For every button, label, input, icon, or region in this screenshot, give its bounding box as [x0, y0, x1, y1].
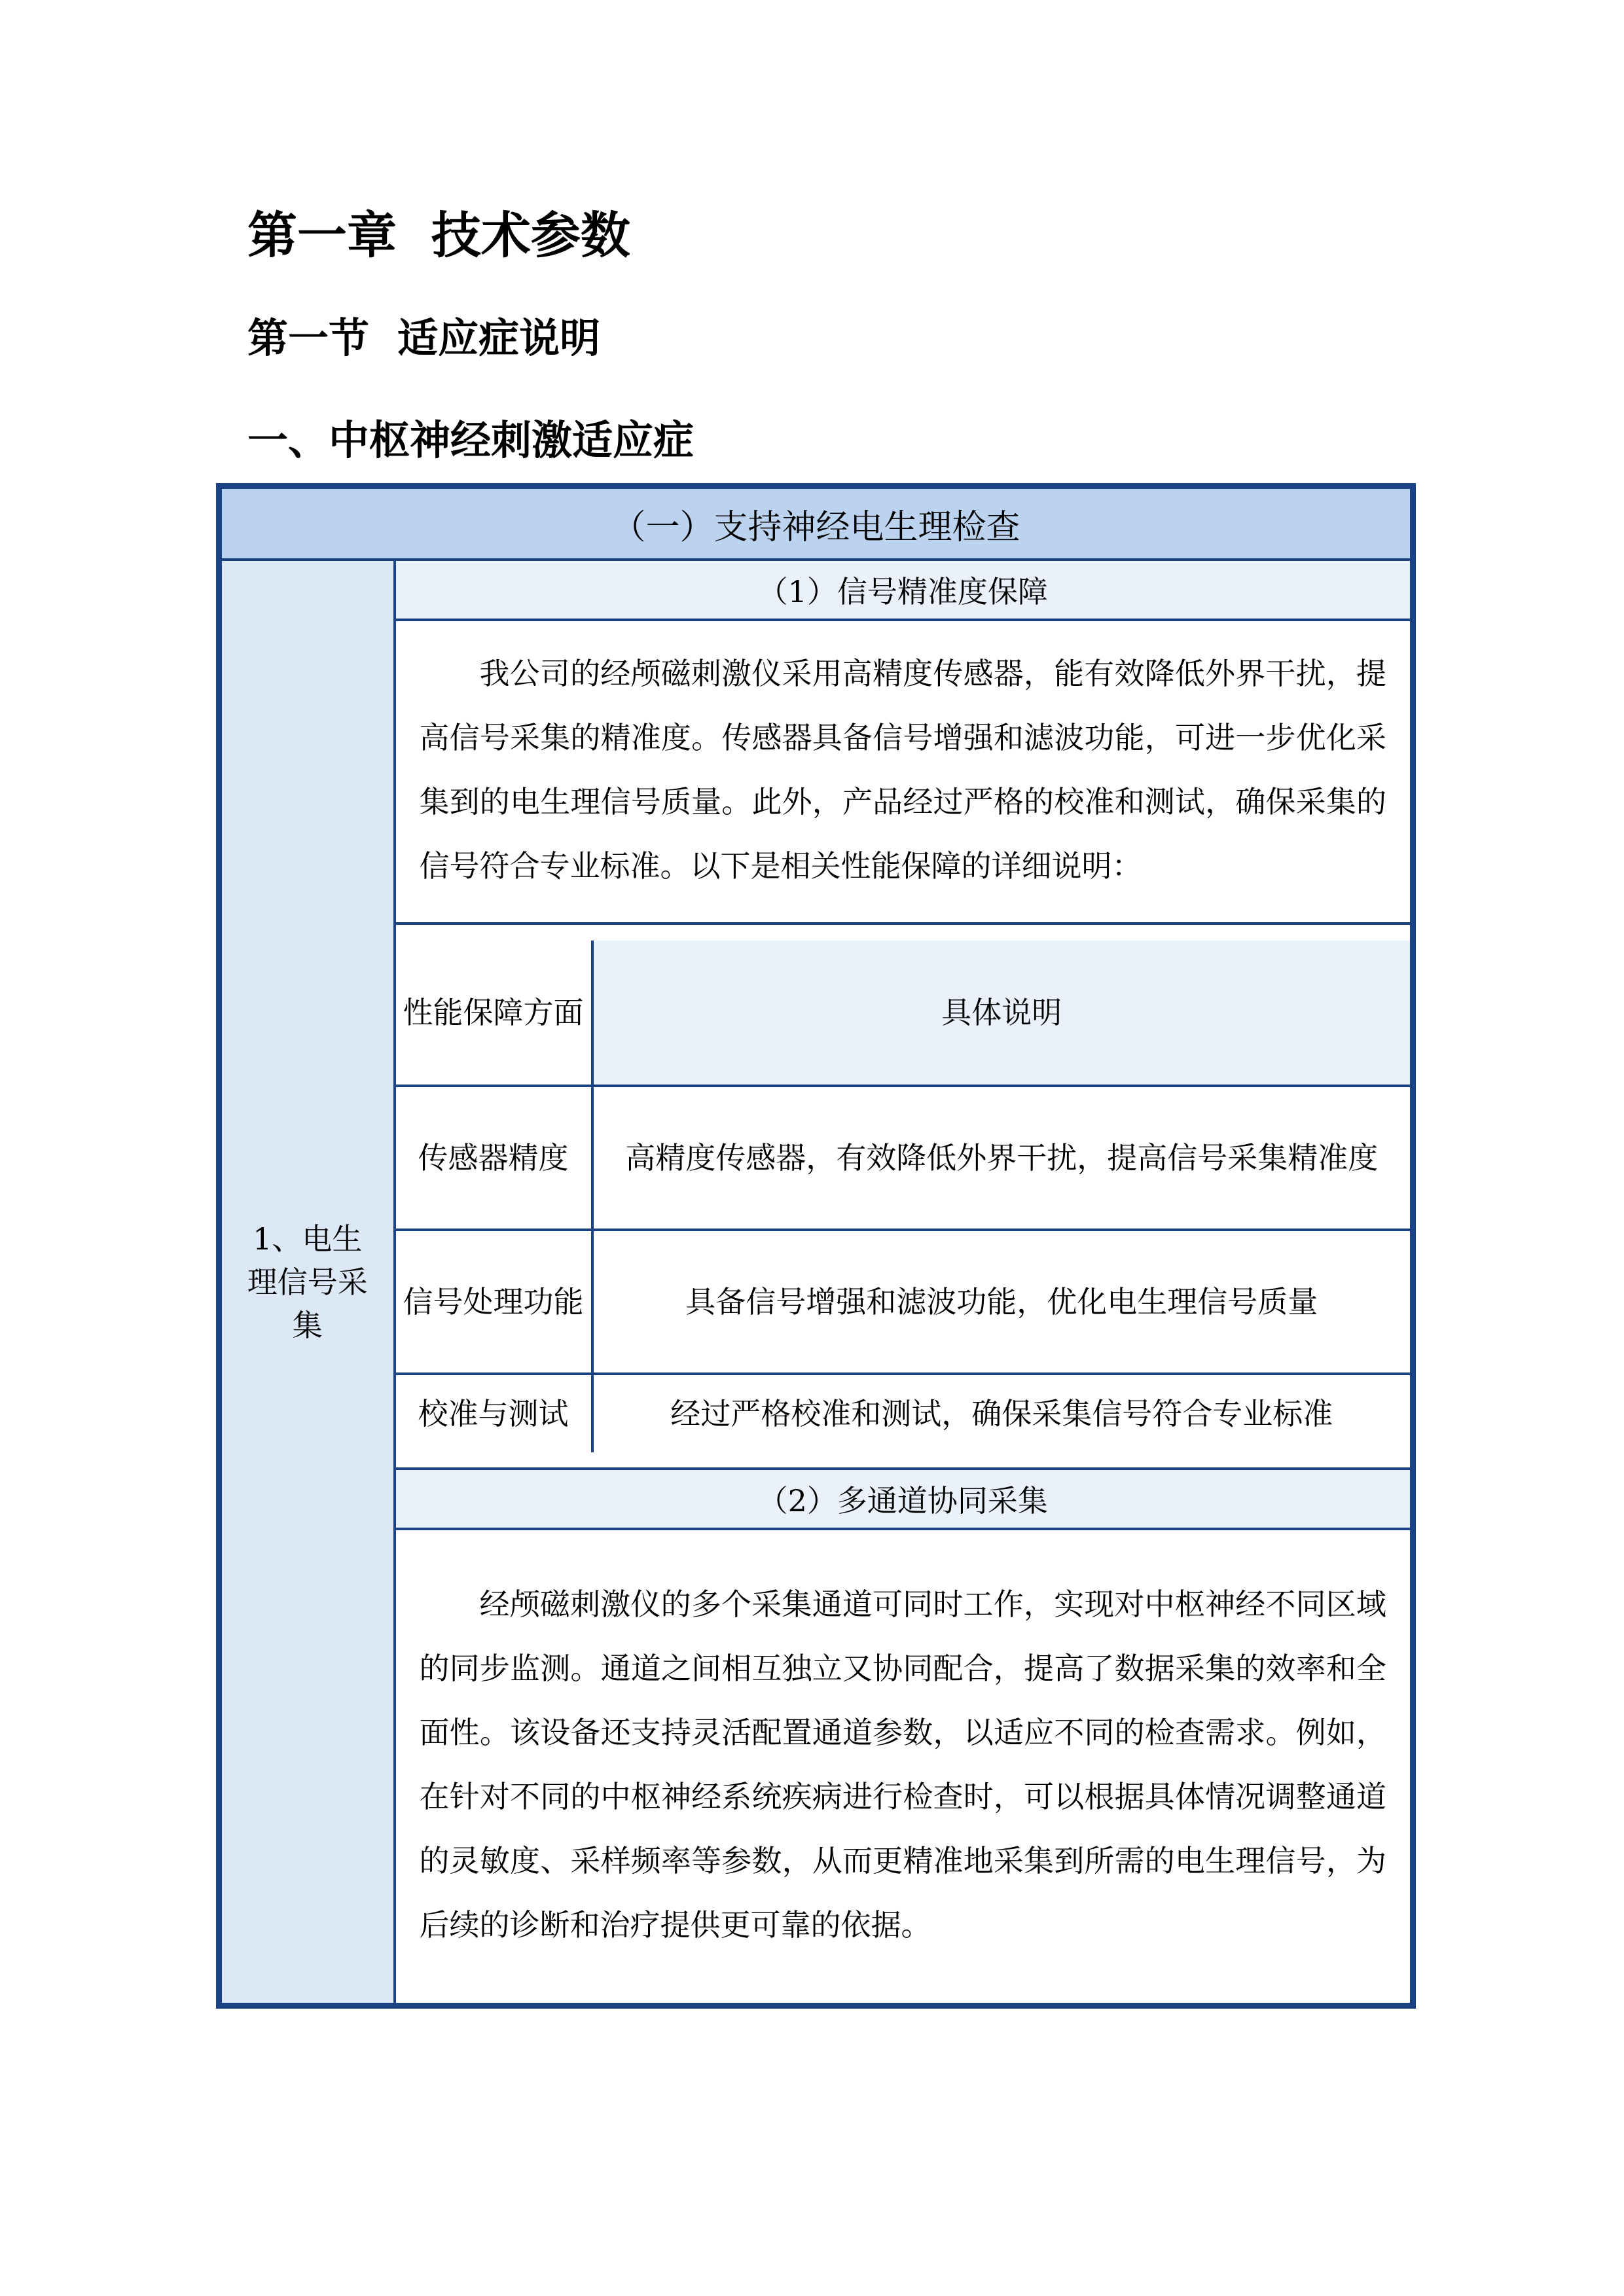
- table-row: [396, 1374, 1411, 1452]
- table-row: [396, 1230, 1411, 1374]
- spec-detail: 经过严格校准和测试，确保采集信号符合专业标准: [670, 1395, 1333, 1431]
- spec-header-detail: 具体说明: [592, 941, 1411, 1086]
- part2-heading-row: [219, 1469, 1413, 1529]
- part1-heading-row: [219, 560, 1413, 620]
- spec-header-aspect: 性能保障方面: [396, 941, 592, 1086]
- table-title-row: [219, 486, 1413, 560]
- table-title: （一）支持神经电生理检查: [219, 486, 1413, 560]
- part1-spec-row: [219, 924, 1413, 1469]
- spec-aspect: 传感器精度: [396, 1086, 592, 1230]
- part1-heading: （1）信号精准度保障: [395, 560, 1413, 620]
- part2-paragraph: 经颅磁刺激仪的多个采集通道可同时工作，实现对中枢神经不同区域的同步监测。通道之间相互独立又协同配合，提高了数据采集的效率和全面性。该设备还支持灵活配置通道参数，以适应不同的检查需求。例如，在针对不同的中枢神经系统疾病进行检查时，可以根据具体情况调整通道的灵敏度、采样频率等参数，从而更精准地采集到所需的电生理信号，为后续的诊断和治疗提供更可靠的依据。: [395, 1529, 1413, 2006]
- spec-aspect: 校准与测试: [396, 1374, 592, 1452]
- part2-paragraph-row: [219, 1529, 1413, 2006]
- chapter-heading: 第一章 技术参数: [247, 206, 630, 264]
- spec-table-cell: [395, 924, 1413, 1469]
- spec-detail: 具备信号增强和滤波功能，优化电生理信号质量: [592, 1230, 1411, 1374]
- spec-aspect: 信号处理功能: [396, 1230, 592, 1374]
- part2-heading: （2）多通道协同采集: [395, 1469, 1413, 1529]
- spec-detail: 高精度传感器，有效降低外界干扰，提高信号采集精准度: [592, 1086, 1411, 1230]
- indication-table: [216, 483, 1416, 2009]
- spec-header-row: [396, 941, 1411, 1086]
- part1-paragraph-row: [219, 620, 1413, 924]
- side-label: 1、电生理信号采集: [219, 560, 395, 2006]
- table-row: [396, 1086, 1411, 1230]
- spec-table: [396, 941, 1411, 1452]
- subsection-heading: 一、中枢神经刺激适应症: [247, 416, 695, 464]
- part1-paragraph: 我公司的经颅磁刺激仪采用高精度传感器，能有效降低外界干扰，提高信号采集的精准度。传感器具备信号增强和滤波功能，可进一步优化采集到的电生理信号质量。此外，产品经过严格的校准和测试，确保采集的信号符合专业标准。以下是相关性能保障的详细说明：: [395, 620, 1413, 924]
- section-heading: 第一节 适应症说明: [247, 314, 601, 362]
